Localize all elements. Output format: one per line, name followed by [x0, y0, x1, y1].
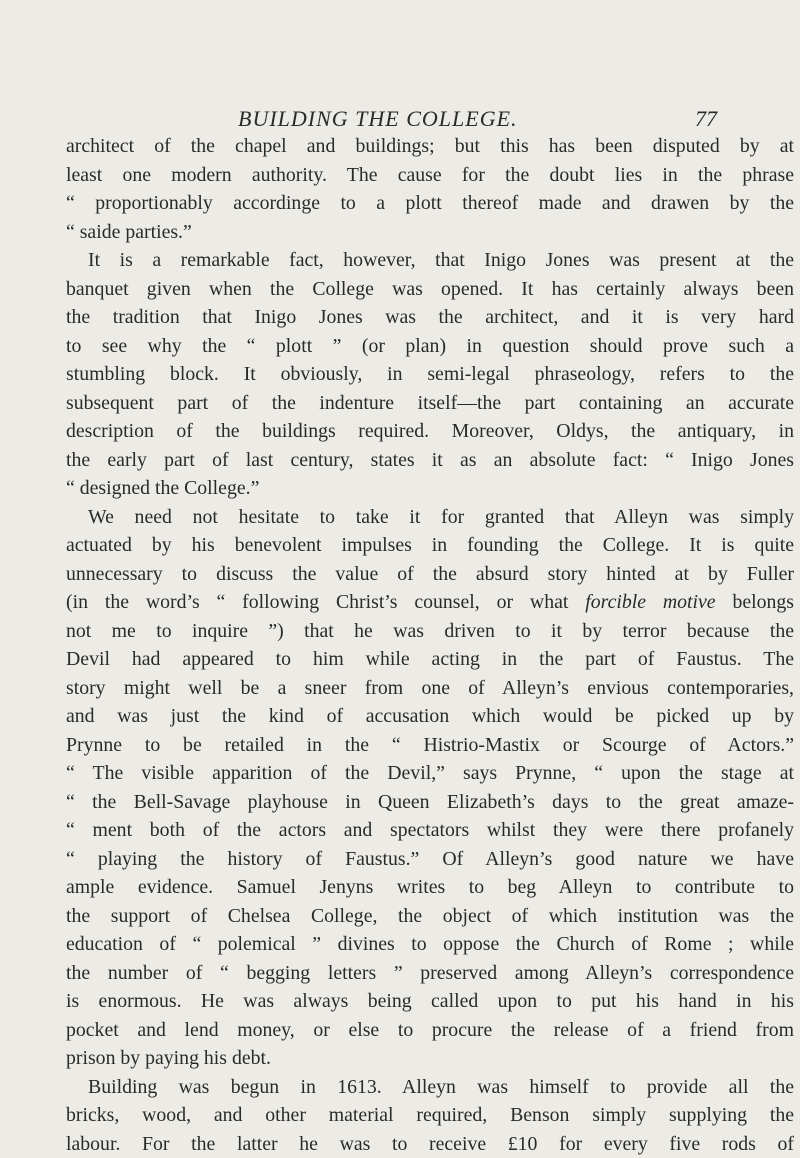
- text-line: the tradition that Inigo Jones was the architect, and it is very hard: [66, 303, 794, 332]
- text-line: “ designed the College.”: [66, 474, 794, 503]
- text-line: “ saide parties.”: [66, 218, 794, 247]
- text-line: ample evidence. Samuel Jenyns writes to beg Alleyn to contribute to: [66, 873, 794, 902]
- text-segment: (in the word’s “ following Christ’s counsel, or what: [66, 591, 568, 613]
- text-line: to see why the “ plott ” (or plan) in question should prove such a: [66, 332, 794, 361]
- text-line: stumbling block. It obviously, in semi-legal phraseology, refers to the: [66, 360, 794, 389]
- text-line: subsequent part of the indenture itself—the part containing an accurate: [66, 389, 794, 418]
- body-text: [66, 132, 794, 1158]
- text-line: pocket and lend money, or else to procure the release of a friend from: [66, 1016, 794, 1045]
- text-segment: belongs: [732, 591, 794, 613]
- text-line: “ the Bell-Savage playhouse in Queen Elizabeth’s days to the great amaze-: [66, 788, 794, 817]
- paragraph-start-line: We need not hesitate to take it for granted that Alleyn was simply: [66, 503, 794, 532]
- text-line-with-italic: [66, 588, 794, 617]
- text-line: “ ment both of the actors and spectators whilst they were there profanely: [66, 816, 794, 845]
- text-line: prison by paying his debt.: [66, 1044, 794, 1073]
- page-number: 77: [695, 106, 717, 132]
- text-line: labour. For the latter he was to receive £10 for every five rods of: [66, 1130, 794, 1158]
- text-line: the number of “ begging letters ” preserved among Alleyn’s correspondence: [66, 959, 794, 988]
- text-line: education of “ polemical ” divines to oppose the Church of Rome ; while: [66, 930, 794, 959]
- text-line: the early part of last century, states it as an absolute fact: “ Inigo Jones: [66, 446, 794, 475]
- text-line: description of the buildings required. Moreover, Oldys, the antiquary, in: [66, 417, 794, 446]
- text-line: “ proportionably accordinge to a plott thereof made and drawen by the: [66, 189, 794, 218]
- text-line: story might well be a sneer from one of Alleyn’s envious contemporaries,: [66, 674, 794, 703]
- text-line: and was just the kind of accusation which would be picked up by: [66, 702, 794, 731]
- text-line: “ playing the history of Faustus.” Of Alleyn’s good nature we have: [66, 845, 794, 874]
- text-line: unnecessary to discuss the value of the absurd story hinted at by Fuller: [66, 560, 794, 589]
- text-line: least one modern authority. The cause for the doubt lies in the phrase: [66, 161, 794, 190]
- text-line: actuated by his benevolent impulses in founding the College. It is quite: [66, 531, 794, 560]
- text-line: “ The visible apparition of the Devil,” says Prynne, “ upon the stage at: [66, 759, 794, 788]
- text-line: architect of the chapel and buildings; but this has been disputed by at: [66, 132, 794, 161]
- paragraph-start-line: It is a remarkable fact, however, that Inigo Jones was present at the: [66, 246, 794, 275]
- running-title: BUILDING THE COLLEGE.: [238, 106, 518, 132]
- text-line: Prynne to be retailed in the “ Histrio-Mastix or Scourge of Actors.”: [66, 731, 794, 760]
- text-line: banquet given when the College was opened. It has certainly always been: [66, 275, 794, 304]
- text-line: not me to inquire ”) that he was driven to it by terror because the: [66, 617, 794, 646]
- text-line: bricks, wood, and other material required, Benson simply supplying the: [66, 1101, 794, 1130]
- italic-phrase: forcible motive: [585, 591, 715, 613]
- text-line: is enormous. He was always being called upon to put his hand in his: [66, 987, 794, 1016]
- paragraph-start-line: Building was begun in 1613. Alleyn was himself to provide all the: [66, 1073, 794, 1102]
- text-line: the support of Chelsea College, the object of which institution was the: [66, 902, 794, 931]
- text-line: Devil had appeared to him while acting in the part of Faustus. The: [66, 645, 794, 674]
